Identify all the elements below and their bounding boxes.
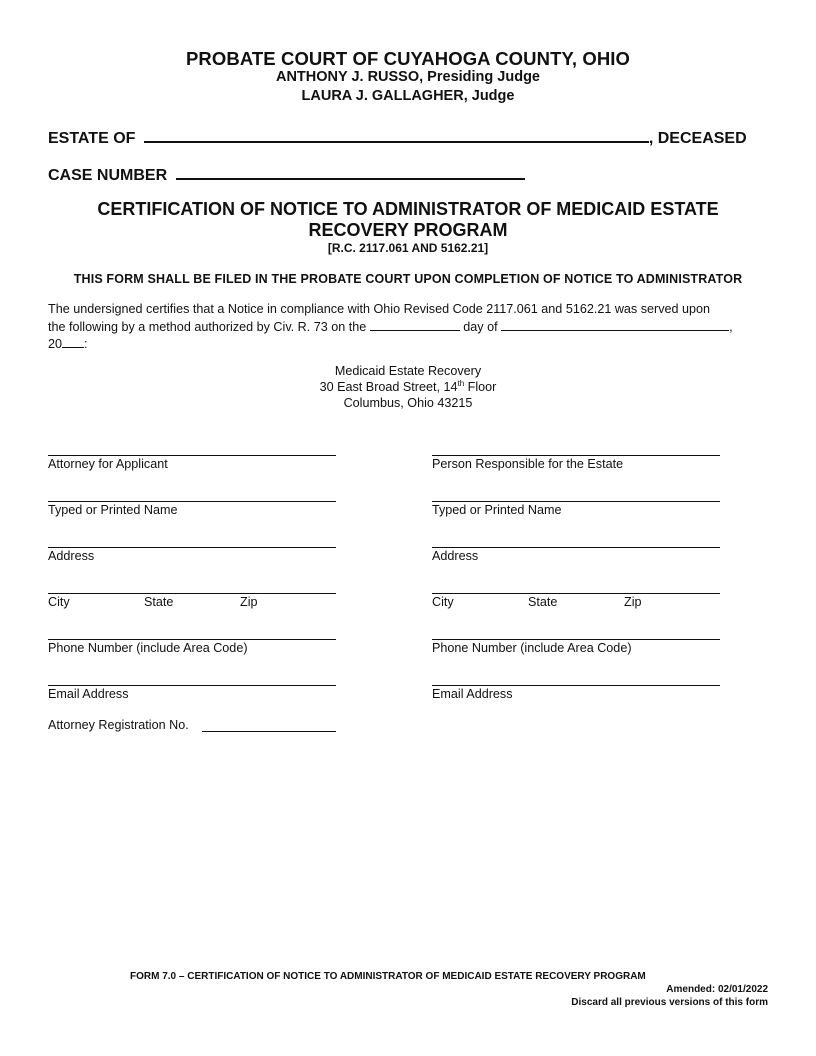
footer-amended-date: Amended: 02/01/2022 [666,984,768,995]
certification-line2 [48,318,760,336]
responsible-person-signature-line[interactable] [432,455,720,456]
case-number-row [48,162,525,185]
responsible-person-label: Person Responsible for the Estate [432,457,624,471]
statute-reference: [R.C. 2117.061 AND 5162.21] [327,241,489,255]
court-title: PROBATE COURT OF CUYAHOGA COUNTY, OHIO [185,48,631,69]
attorney-printed-name-label: Typed or Printed Name [48,503,178,517]
day-of-label: day of [463,319,498,334]
estate-label: ESTATE OF [48,130,136,147]
filing-instruction: THIS FORM SHALL BE FILED IN THE PROBATE COURT UPON COMPLETION OF NOTICE TO ADMINISTRATOR [73,272,743,286]
certification-line3 [48,335,760,353]
year-prefix: 20 [48,337,63,351]
estate-row [48,125,747,148]
deceased-label: , DECEASED [648,130,747,147]
responsible-phone-line[interactable] [432,639,720,640]
case-number-label: CASE NUMBER [48,167,168,184]
attorney-address-line[interactable] [48,547,336,548]
responsible-email-line[interactable] [432,685,720,686]
presiding-judge: ANTHONY J. RUSSO, Presiding Judge [275,69,540,85]
attorney-registration-label: Attorney Registration No. [48,718,189,732]
estate-name-field[interactable] [144,125,649,143]
footer-discard-note: Discard all previous versions of this form [571,997,768,1008]
case-number-field[interactable] [176,162,525,180]
attorney-printed-name-line[interactable] [48,501,336,502]
responsible-address-label: Address [432,549,479,563]
attorney-phone-line[interactable] [48,639,336,640]
attorney-state-label: State [144,595,174,609]
recipient-name: Medicaid Estate Recovery [334,364,482,378]
attorney-label: Attorney for Applicant [48,457,168,471]
attorney-city-line[interactable] [48,593,336,594]
responsible-phone-label: Phone Number (include Area Code) [432,641,632,655]
responsible-address-line[interactable] [432,547,720,548]
judge: LAURA J. GALLAGHER, Judge [301,88,515,104]
responsible-zip-label: Zip [624,595,642,609]
attorney-zip-label: Zip [240,595,258,609]
footer-form-id: FORM 7.0 – CERTIFICATION OF NOTICE TO ADMINISTRATOR OF MEDICAID ESTATE RECOVERY PROGRAM [130,971,646,982]
responsible-city-label: City [432,595,454,609]
form-title-line2: RECOVERY PROGRAM [308,220,508,240]
comma: , [729,319,733,334]
certification-line2-text: the following by a method authorized by Civ. R. 73 on the [48,319,367,334]
certification-line1: The undersigned certifies that a Notice in compliance with Ohio Revised Code 2117.061 and 5162.21 was served upon [48,302,711,316]
colon: : [84,337,88,351]
responsible-email-label: Email Address [432,687,513,701]
form-title [0,199,816,241]
responsible-printed-name-line[interactable] [432,501,720,502]
certification-text [48,302,760,353]
attorney-email-line[interactable] [48,685,336,686]
attorney-registration-line[interactable] [202,731,336,732]
year-field[interactable] [62,335,84,348]
responsible-state-label: State [528,595,558,609]
attorney-city-label: City [48,595,70,609]
attorney-phone-label: Phone Number (include Area Code) [48,641,248,655]
day-field[interactable] [370,318,460,331]
responsible-city-line[interactable] [432,593,720,594]
recipient-street: 30 East Broad Street, 14th Floor [319,378,497,394]
attorney-email-label: Email Address [48,687,129,701]
responsible-printed-name-label: Typed or Printed Name [432,503,562,517]
recipient-address [0,364,816,411]
recipient-city: Columbus, Ohio 43215 [343,395,473,410]
attorney-address-label: Address [48,549,95,563]
form-title-line1: CERTIFICATION OF NOTICE TO ADMINISTRATOR OF MEDICAID ESTATE [97,199,719,219]
attorney-signature-line[interactable] [48,455,336,456]
month-field[interactable] [501,318,729,331]
